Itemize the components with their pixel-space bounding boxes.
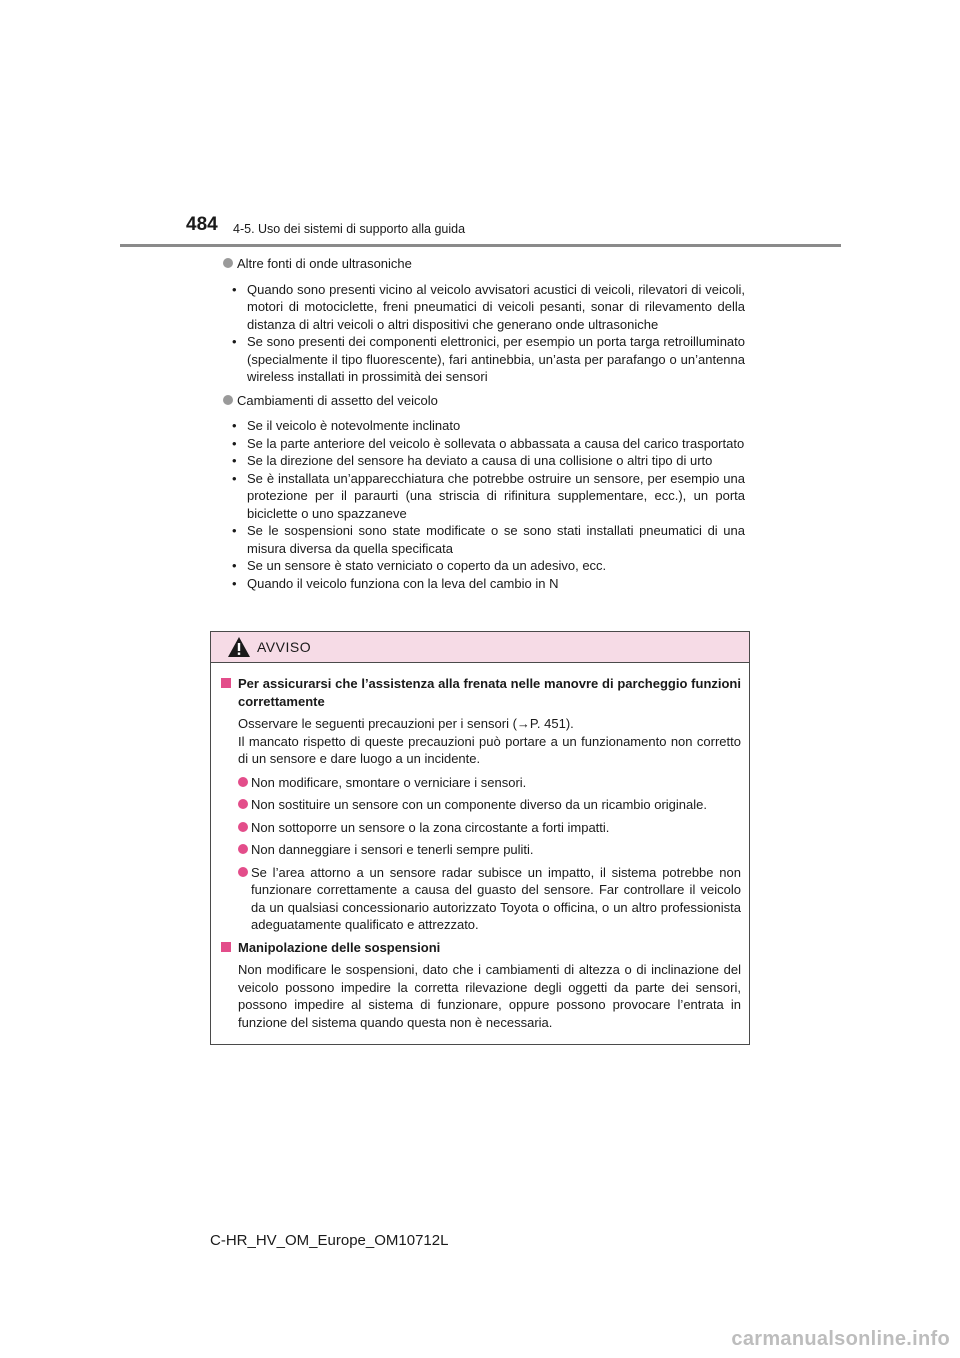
list-item: • Se il veicolo è notevolmente inclinato [221,417,745,435]
warning-list-item: Non sostituire un sensore con un componente diverso da un ricambio originale. [219,796,741,814]
list-item: • Se è installata un’apparecchiatura che potrebbe ostruire un sensore, per esempio una protezione per il paraurti (una striscia di rifinitura supplementare, ecc.), un porta biciclette o uno spazzaneve [221,470,745,523]
watermark: carmanualsonline.info [731,1328,950,1350]
section-title: 4-5. Uso dei sistemi di supporto alla guida [233,222,466,236]
bullet-heading: Altre fonti di onde ultrasoniche [221,255,745,273]
warning-body [211,663,749,1031]
pink-square-icon [221,942,231,952]
list-item: • Se un sensore è stato verniciato o coperto da un adesivo, ecc. [221,557,745,575]
document-code: C-HR_HV_OM_Europe_OM10712L [210,1232,449,1249]
page-number: 484 [186,214,218,235]
pink-bullet-icon [238,822,248,832]
list-item: • Quando sono presenti vicino al veicolo avvisatori acustici di veicoli, rilevatori di veicoli, motori di motociclette, freni pneumatici di veicoli pesanti, sonar di rilevamento della distanza di altri veicoli o altri dispositivi che generano onde ultrasoniche [221,281,745,334]
sub-list [221,281,745,386]
pink-bullet-icon [238,777,248,787]
header-divider [120,244,841,247]
pink-square-icon [221,678,231,688]
list-item: • Quando il veicolo funziona con la leva del cambio in N [221,575,745,593]
warning-section-heading: Per assicurarsi che l’assistenza alla frenata nelle manovre di parcheggio funzioni correttamente [219,675,741,710]
gray-bullet-icon [223,395,233,405]
list-item: • Se sono presenti dei componenti elettronici, per esempio un porta targa retroilluminato (specialmente il tipo fluorescente), fari antinebbia, un’asta per parafango o un’antenna wireless installati in prossimità dei sensori [221,333,745,386]
warning-list-item: Non danneggiare i sensori e tenerli sempre puliti. [219,841,741,859]
warning-section-heading: Manipolazione delle sospensioni [219,939,741,957]
gray-bullet-icon [223,258,233,268]
warning-list-item: Se l’area attorno a un sensore radar subisce un impatto, il sistema potrebbe non funzionare correttamente a causa del guasto del sensore. Far controllare il veicolo da un qualsiasi concessionario autorizzato Toyota o officina, o un altro professionista adeguatamente qualificato e attrezzato. [219,864,741,934]
sub-list [221,417,745,592]
warning-title: AVVISO [257,639,312,655]
warning-paragraph: Osservare le seguenti precauzioni per i sensori (→P. 451). Il mancato rispetto di queste precauzioni può portare a un funzionamento non corretto di un sensore e dare luogo a un incidente. [238,716,741,766]
page-header [0,0,960,250]
bullet-heading: Cambiamenti di assetto del veicolo [221,392,745,410]
warning-paragraph: Non modificare le sospensioni, dato che i cambiamenti di altezza o di inclinazione del veicolo possono impedire la corretta rilevazione degli oggetti da parte dei sensori, possono impedire al sistema di funzionare, oppure possono provocare l’entrata in funzione del sistema quando questa non è necessaria. [238,962,741,1030]
pink-bullet-icon [238,867,248,877]
pink-bullet-icon [238,844,248,854]
list-item: • Se la direzione del sensore ha deviato a causa di una collisione o altri tipo di urto [221,452,745,470]
warning-header [211,632,749,663]
list-item: • Se la parte anteriore del veicolo è sollevata o abbassata a causa del carico trasportato [221,435,745,453]
warning-list-item: Non sottoporre un sensore o la zona circostante a forti impatti. [219,819,741,837]
list-item: • Se le sospensioni sono state modificate o se sono stati installati pneumatici di una misura diversa da quella specificata [221,522,745,557]
warning-box [210,631,750,1045]
warning-triangle-icon [227,636,251,658]
main-content [221,255,745,598]
pink-bullet-icon [238,799,248,809]
warning-list-item: Non modificare, smontare o verniciare i sensori. [219,774,741,792]
